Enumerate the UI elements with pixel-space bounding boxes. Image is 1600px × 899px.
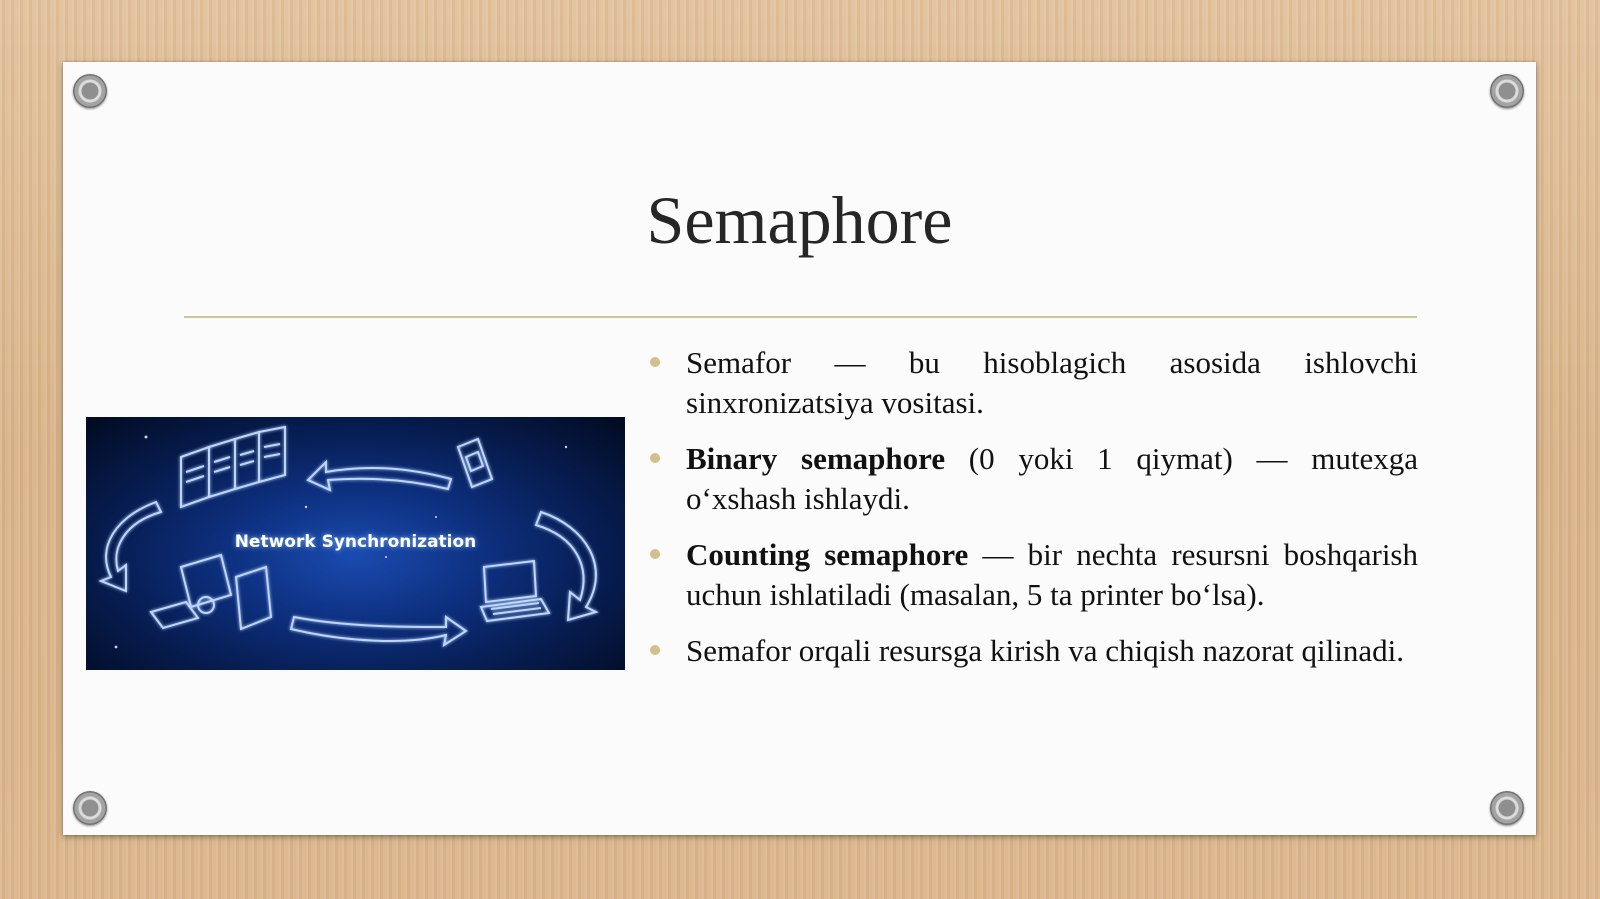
server-icon (181, 427, 285, 507)
laptop-icon (481, 561, 549, 621)
image-caption: Network Synchronization (234, 532, 477, 552)
rivet-icon (1490, 791, 1524, 825)
rivet-icon (1490, 74, 1524, 108)
bullet-item (650, 535, 1418, 615)
bullet-text: — bir nechta resursni boshqarish uchun ishlatiladi (masalan, 5 ta printer bo‘lsa). (686, 537, 1418, 612)
bullet-dot-icon (650, 357, 660, 367)
bullet-text: Semafor — bu hisoblagich asosida ishlovchi sinxronizatsiya vositasi. (686, 345, 1418, 420)
bullet-bold-text: Binary semaphore (686, 441, 946, 476)
bullet-list (650, 343, 1418, 687)
bullet-dot-icon (650, 549, 660, 559)
rivet-icon (73, 791, 107, 825)
title-divider (184, 316, 1417, 318)
bullet-item (650, 343, 1418, 423)
arrow-right (536, 512, 596, 620)
phone-icon (458, 439, 492, 487)
bullet-bold-text: Counting semaphore (686, 537, 969, 572)
bullet-text: (0 yoki 1 qiymat) — mutexga o‘xshash ishlaydi. (686, 441, 1418, 516)
arrow-top (308, 462, 451, 490)
desktop-icon (151, 555, 271, 629)
network-synchronization-image (86, 417, 625, 670)
bullet-item (650, 439, 1418, 519)
bullet-dot-icon (650, 645, 660, 655)
slide-title: Semaphore (646, 182, 953, 258)
arrow-bottom (291, 617, 466, 645)
bullet-item (650, 631, 1418, 671)
bullet-text: Semafor orqali resursga kirish va chiqish nazorat qilinadi. (686, 633, 1404, 668)
rivet-icon (73, 74, 107, 108)
bullet-dot-icon (650, 453, 660, 463)
